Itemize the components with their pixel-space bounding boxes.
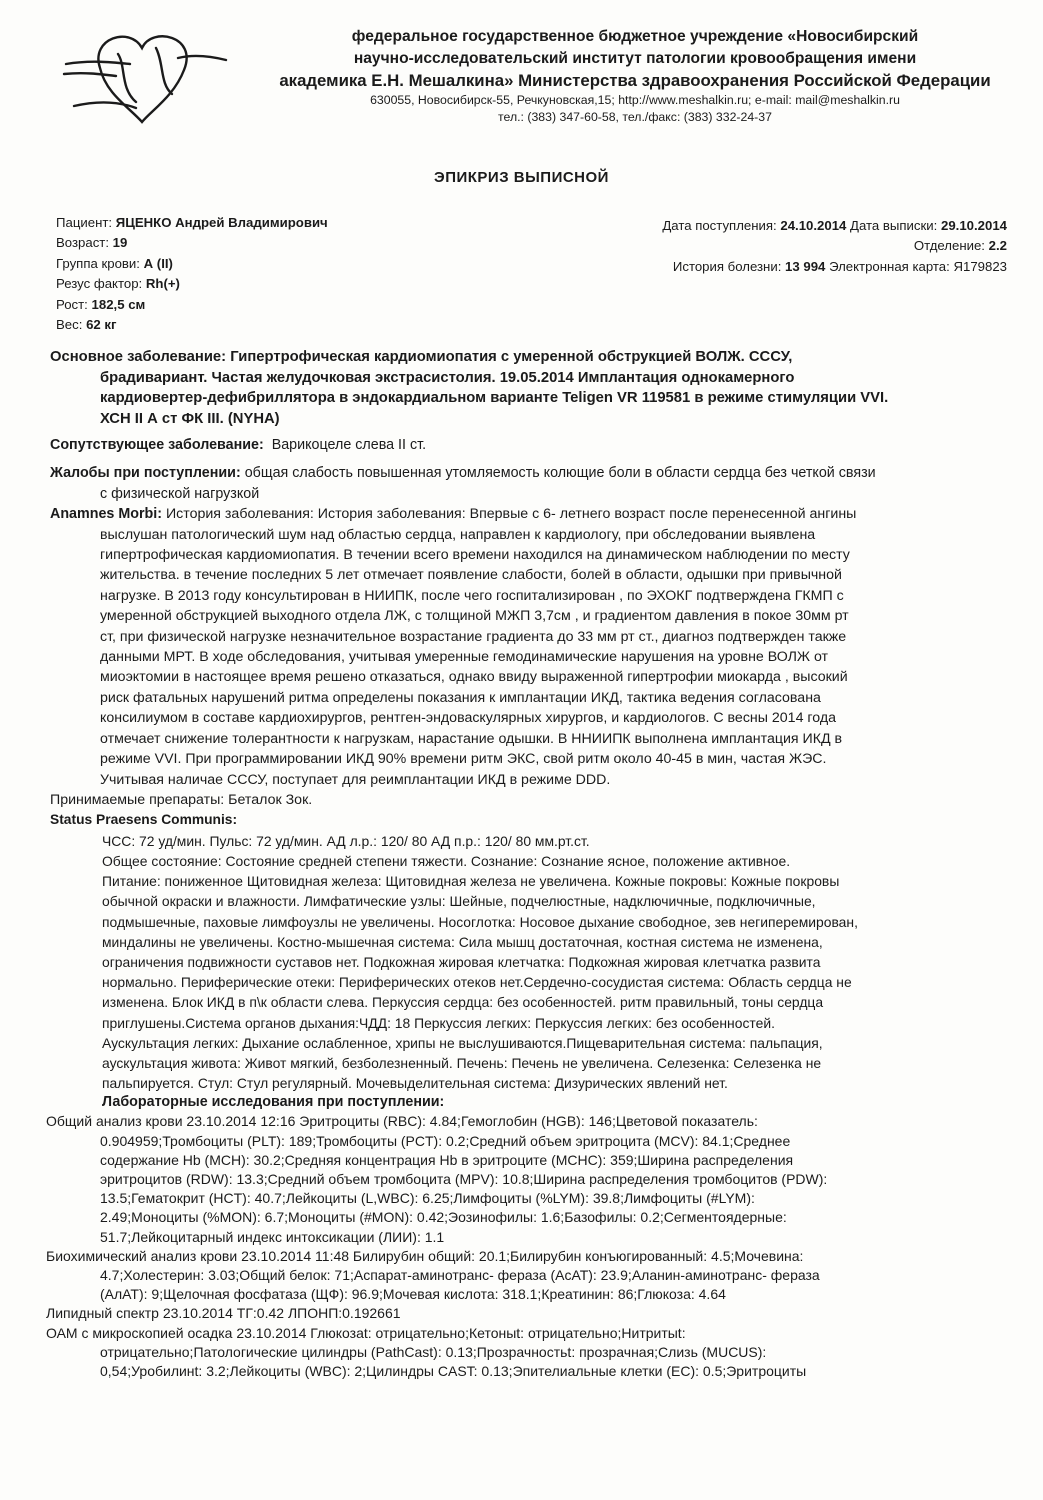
history-number: 13 994 — [785, 258, 826, 274]
anamnesis-line: Учитывая наличае СССУ, поступает для реимплантации ИКД в режиме DDD. — [100, 771, 611, 788]
ecard-label: Электронная карта: — [829, 258, 950, 274]
main-diagnosis — [50, 347, 1028, 429]
medications: Принимаемые препараты: Беталок Зок. — [50, 791, 313, 808]
rh-label: Резус фактор: — [56, 276, 143, 292]
dept-label: Отделение: — [913, 238, 985, 254]
anamnesis-line: консилиумом в составе кардиохирургов, рентген-эндоваскулярных хирургов, и кардиологов. С весны 2014 года — [100, 710, 837, 727]
discharge-label: Дата выписки: — [850, 218, 938, 233]
institute-logo-icon — [60, 18, 230, 126]
urine-line: ОАМ с микроскопией осадка 23.10.2014 Глюкозat: отрицательно;Кетоныt: отрицательно;Нитритыt: — [46, 1324, 686, 1341]
diagnosis-label: Основное заболевание: — [50, 349, 227, 365]
header-line-2: научно-исследовательский институт патологии кровообращения имени — [353, 50, 917, 67]
complaints-label: Жалобы при поступлении: — [50, 465, 241, 482]
patient-age: 19 — [112, 235, 128, 251]
anamnesis-line: умеренной обструкцией выходного отдела ЛЖ, с толщиной МЖП 3,7см , и градиентом давления в покое 30мм рт — [100, 608, 849, 625]
header-address: 630055, Новосибирск-55, Речкуновская,15; http://www.meshalkin.ru; e-mail: mail@meshalkin.ru — [370, 93, 900, 107]
cbc-line: эритроцитов (RDW): 13.3;Средний объем тромбоцита (MPV): 10.8;Ширина распределения тромбоцитов (PDW): — [100, 1170, 828, 1187]
patient-info — [56, 213, 328, 335]
weight-label: Вес: — [56, 317, 83, 333]
anamnesis-line: ст, при физической нагрузке незначительное возрастание градиента до 33 мм рт ст., диагноз подтвержден также — [100, 628, 847, 645]
cbc-line: содержание Hb (MCH): 30.2;Средняя концентрация Hb в эритроците (MCHC): 359;Ширина распределения — [100, 1151, 794, 1168]
status-line: Аускультация легких: Дыхание ослабленное, хрипы не выслушиваются.Пищеварительная система: пальпация, — [102, 1034, 823, 1051]
admit-date: 24.10.2014 — [780, 218, 847, 233]
comorbid-label: Сопутствующее заболевание: — [50, 437, 264, 453]
status-line: миндалины не увеличены. Костно-мышечная система: Сила мышц достаточная, костная система не изменена, — [102, 933, 823, 950]
anamnesis-line: режиме VVI. При программировании ИКД 90% времени ритм ЭКС, свой ритм около 40-45 в мин, частая ЖЭС. — [100, 751, 827, 768]
header-line-1: федеральное государственное бюджетное учреждение «Новосибирский — [351, 28, 919, 45]
comorbid-disease — [50, 435, 1028, 455]
urine-line: отрицательно;Патологические цилиндры (PathCast): 0.13;Прозрачностьt: прозрачная;Слизь (MUCUS): — [100, 1343, 767, 1360]
status-praesens — [50, 810, 1028, 1093]
anamnesis-line: данными МРТ. В ходе обследования, учитывая умеренные гемодинамические нарушения на уровне ВОЛЖ от — [100, 649, 829, 666]
document-title: ЭПИКРИЗ ВЫПИСНОЙ — [434, 169, 609, 186]
anamnesis-line: выслушан патологический шум над областью сердца, направлен к кардиологу, при обследовании выявлена — [100, 526, 816, 543]
institution-header — [240, 26, 1030, 126]
status-label: Status Praesens Communis: — [50, 812, 238, 828]
patient-weight: 62 кг — [86, 317, 117, 333]
age-label: Возраст: — [56, 235, 109, 251]
status-line: ограничения подвижности суставов нет. Подкожная жировая клетчатка: Подкожная жировая клетчатка развита — [102, 953, 821, 970]
comorbid-text: Варикоцеле слева II ст. — [271, 437, 427, 453]
anamnesis — [50, 504, 1028, 790]
diagnosis-line-4: ХСН II А ст ФК III. (NYHA) — [100, 410, 280, 427]
bio-line: Биохимический анализ крови 23.10.2014 11:48 Билирубин общий: 20.1;Билирубин конъюгированный: 4.5;Мочевина: — [46, 1247, 804, 1264]
complaints-line-1: общая слабость повышенная утомляемость колющие боли в области сердца без четкой связи — [244, 465, 876, 482]
anamnesis-line: нагрузке. В 2013 году консультирован в НИИПК, после чего госпитализирован , по ЭХОКГ подтверждена ГКМП с — [100, 587, 844, 604]
cbc-line: 0.904959;Тромбоциты (PLT): 189;Тромбоциты (PCT): 0.2;Средний объем эритроцита (MCV): 84.1;Среднее — [100, 1132, 791, 1149]
cbc-line: Общий анализ крови 23.10.2014 12:16 Эритроциты (RBC): 4.84;Гемоглобин (HGB): 146;Цветовой показатель: — [46, 1113, 758, 1130]
status-line: Питание: пониженное Щитовидная железа: Щитовидная железа не увеличена. Кожные покровы: Кожные покровы — [102, 873, 840, 890]
status-line: нормально. Периферические отеки: Периферических отеков нет.Сердечно-сосудистая система: Область сердца не — [102, 974, 852, 991]
header-line-3: академика Е.Н. Мешалкина» Министерства здравоохранения Российской Федерации — [279, 71, 991, 90]
ecard-number: Я179823 — [953, 258, 1007, 274]
anamnesis-line: отмечает снижение толерантности к нагрузкам, нарастание одышки. В ННИИПК выполнена имплантация ИКД в — [100, 730, 843, 747]
status-line: обычной окраски и влажности. Лимфатические узлы: Шейные, подчелюстные, надключичные, подключичные, — [102, 893, 816, 910]
lab-section-title: Лабораторные исследования при поступлении: — [102, 1094, 445, 1111]
blood-label: Группа крови: — [56, 255, 140, 271]
anamnesis-line: миоэктомии в настоящее время решено отказаться, однако ввиду выраженной гипертрофии миокарда , высокий — [100, 669, 848, 686]
status-line: изменена. Блок ИКД в п\к области слева. Перкуссия сердца: без особенностей. ритм правильный, тоны сердца — [102, 994, 824, 1011]
diagnosis-line-1: Гипертрофическая кардиомиопатия с умеренной обструкцией ВОЛЖ. СССУ, — [230, 349, 793, 365]
anamnesis-label: Anamnes Morbi: — [50, 506, 163, 523]
bio-line: 4.7;Холестерин: 3.03;Общий белок: 71;Аспарат-аминотранс- фераза (АсАТ): 23.9;Аланин-аминотранс- фераза — [100, 1266, 820, 1283]
cbc-line: 13.5;Гематокрит (HCT): 40.7;Лейкоциты (L,WBC): 6.25;Лимфоциты (%LYM): 39.8;Лимфоциты (#LYM): — [100, 1190, 755, 1207]
anamnesis-line: риск фатальных нарушений ритма определены показания к имплантации ИКД, тактика ведения согласована — [100, 689, 821, 706]
blood-group: А (II) — [143, 255, 173, 271]
anamnesis-line: жительства. в течение последних 5 лет отмечает появление слабости, болей в области, одышки при привычной — [100, 567, 842, 584]
patient-height: 182,5 см — [91, 296, 146, 312]
lipid-line: Липидный спектр 23.10.2014 ТГ:0.42 ЛПОНП:0.192661 — [46, 1305, 401, 1322]
height-label: Рост: — [56, 296, 88, 312]
status-line: ЧСС: 72 уд/мин. Пульс: 72 уд/мин. АД л.р.: 120/ 80 АД п.р.: 120/ 80 мм.рт.ст. — [102, 832, 590, 849]
urine-line: 0,54;Уробилинt: 3.2;Лейкоциты (WBC): 2;Цилиндры CAST: 0.13;Эпителиальные клетки (EC): 0.5;Эритроциты — [100, 1363, 807, 1379]
bio-line: (АлАТ): 9;Щелочная фосфатаза (ЩФ): 96.9;Мочевая кислота: 318.1;Креатинин: 86;Глюкоза: 4.64 — [100, 1286, 726, 1303]
admission-info — [662, 216, 1007, 277]
rh-factor: Rh(+) — [145, 276, 180, 292]
status-line: приглушены.Система органов дыхания:ЧДД: 18 Перкуссия легких: Перкуссия легких: без особенностей. — [102, 1014, 775, 1031]
discharge-date: 29.10.2014 — [940, 218, 1007, 233]
history-label: История болезни: — [672, 258, 782, 274]
diagnosis-line-2: брадивариант. Частая желудочковая экстрасистолия. 19.05.2014 Имплантация однокамерного — [100, 369, 795, 386]
cbc-line: 2.49;Моноциты (%MON): 6.7;Моноциты (#MON): 0.42;Эозинофилы: 1.6;Базофилы: 0.2;Сегментоядерные: — [100, 1209, 787, 1226]
lab-results — [46, 1112, 1028, 1381]
anamnesis-line: гипертрофическая кардиомиопатия. В течении всего времени находился на динамическом наблюдении по месту — [100, 547, 850, 564]
status-line: аускультация живота: Живот мягкий, безболезненный. Печень: Печень не увеличена. Селезенка: Селезенка не — [102, 1054, 822, 1071]
cbc-line: 51.7;Лейкоцитарный индекс интоксикации (ЛИИ): 1.1 — [100, 1228, 445, 1245]
document-body — [46, 347, 1028, 1381]
status-line: Общее состояние: Состояние средней степени тяжести. Сознание: Сознание ясное, положение активное. — [102, 852, 791, 869]
patient-name: ЯЦЕНКО Андрей Владимирович — [115, 215, 328, 230]
diagnosis-line-3: кардиовертер-дефибриллятора в эндокардиальном варианте Teligen VR 119581 в режиме стимуляции VVI. — [100, 390, 889, 406]
complaints-line-2: с физической нагрузкой — [100, 485, 260, 502]
status-line: подмышечные, паховые лимфоузлы не увеличены. Носоглотка: Носовое дыхание свободное, зев негиперемирован, — [102, 913, 858, 930]
patient-name-label: Пациент: — [56, 215, 113, 230]
anamnesis-line: История заболевания: История заболевания: Впервые с 6- летнего возраст после перенесенной ангины — [165, 506, 857, 523]
department: 2.2 — [988, 238, 1007, 254]
complaints — [50, 463, 1028, 504]
admit-label: Дата поступления: — [662, 218, 777, 233]
header-phones: тел.: (383) 347-60-58, тел./факс: (383) 332-24-37 — [498, 110, 772, 124]
status-line: пальпируется. Стул: Стул регулярный. Мочевыделительная система: Дизурических явлений нет. — [102, 1075, 728, 1092]
